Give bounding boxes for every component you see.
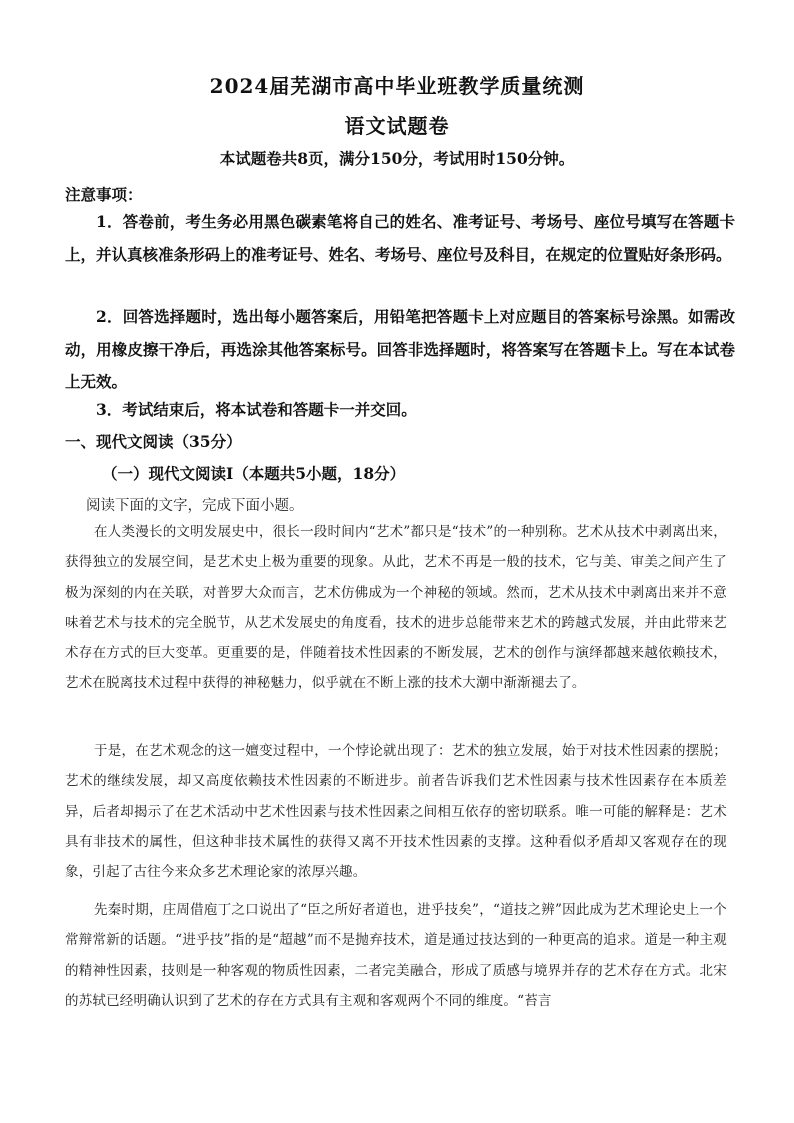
paragraph-text: 先秦时期，庄周借庖丁之口说出了“臣之所好者道也，进乎技矣”，“道技之辨”因此成为艺术理论史上一个常辩常新的话题。“进乎技”指的是“超越”而不是抛弃技术，道是通过技达到的一种更高的追求。道是一种主观的精神性因素，技则是一种客观的物质性因素，二者完美融合，形成了质感与境界并存的艺术存在方式。北宋的苏轼已经明确认识到了艺术的存在方式具有主观和客观两个不同的维度。“苔言 [65,902,727,1009]
exam-title: 2024届芜湖市高中毕业班教学质量统测 [209,74,585,98]
passage-paragraph-1 [65,517,727,699]
reading-instruction: 阅读下面的文字，完成下面小题。 [86,498,304,514]
paragraph-text: 于是，在艺术观念的这一嬗变过程中，一个悖论就出现了：艺术的独立发展，始于对技术性因素的摆脱；艺术的继续发展，却又高度依赖技术性因素的不断进步。前者告诉我们艺术性因素与技术性因素存在本质差异，后者却揭示了在艺术活动中艺术性因素与技术性因素之间相互依存的密切联系。唯一可能的解释是：艺术具有非技术的属性，但这种非技术属性的获得又离不开技术性因素的支撑。这种看似矛盾却又客观存在的现象，引起了古往今来众多艺术理论家的浓厚兴趣。 [65,743,727,881]
subsection-heading: （一）现代文阅读Ⅰ（本题共5小题，18分） [102,464,406,483]
exam-subject-title: 语文试题卷 [344,114,450,138]
paragraph-text: 在人类漫长的文明发展史中，很长一段时间内“艺术”都只是“技术”的一种别称。艺术从技术中剥离出来，获得独立的发展空间，是艺术史上极为重要的现象。从此，艺术不再是一般的技术，它与美、审美之间产生了极为深刻的内在关联，对普罗大众而言，艺术仿佛成为一个神秘的领域。然而，艺术从技术中剥离出来并不意味着艺术与技术的完全脱节，从艺术发展史的角度看，技术的进步总能带来艺术的跨越式发展，并由此带来艺术存在方式的巨大变革。更重要的是，伴随着技术性因素的不断发展，艺术的创作与演绎都越来越依赖技术，艺术在脱离技术过程中获得的神秘魅力，似乎就在不断上涨的技术大潮中渐渐褪去了。 [65,524,727,692]
passage-paragraph-3 [65,895,727,1016]
section-heading: 一、现代文阅读（35分） [65,432,242,451]
notice-item-3: 3．考试结束后，将本试卷和答题卡一并交回。 [96,400,417,419]
notice-item-1: 1．答卷前，考生务必用黑色碳素笔将自己的姓名、准考证号、考场号、座位号填写在答题卡上，并认真核准条形码上的准考证号、姓名、考场号、座位号及科目，在规定的位置贴好条形码。 [65,212,735,264]
notice-item-2: 2．回答选择题时，选出每小题答案后，用铅笔把答题卡上对应题目的答案标号涂黑。如需改动，用橡皮擦干净后，再选涂其他答案标号。回答非选择题时，将答案写在答题卡上。写在本试卷上无效。 [65,307,735,391]
passage-paragraph-2 [65,736,727,887]
notice-heading: 注意事项： [65,185,143,204]
exam-info: 本试题卷共8页，满分150分，考试用时150分钟。 [219,149,575,168]
